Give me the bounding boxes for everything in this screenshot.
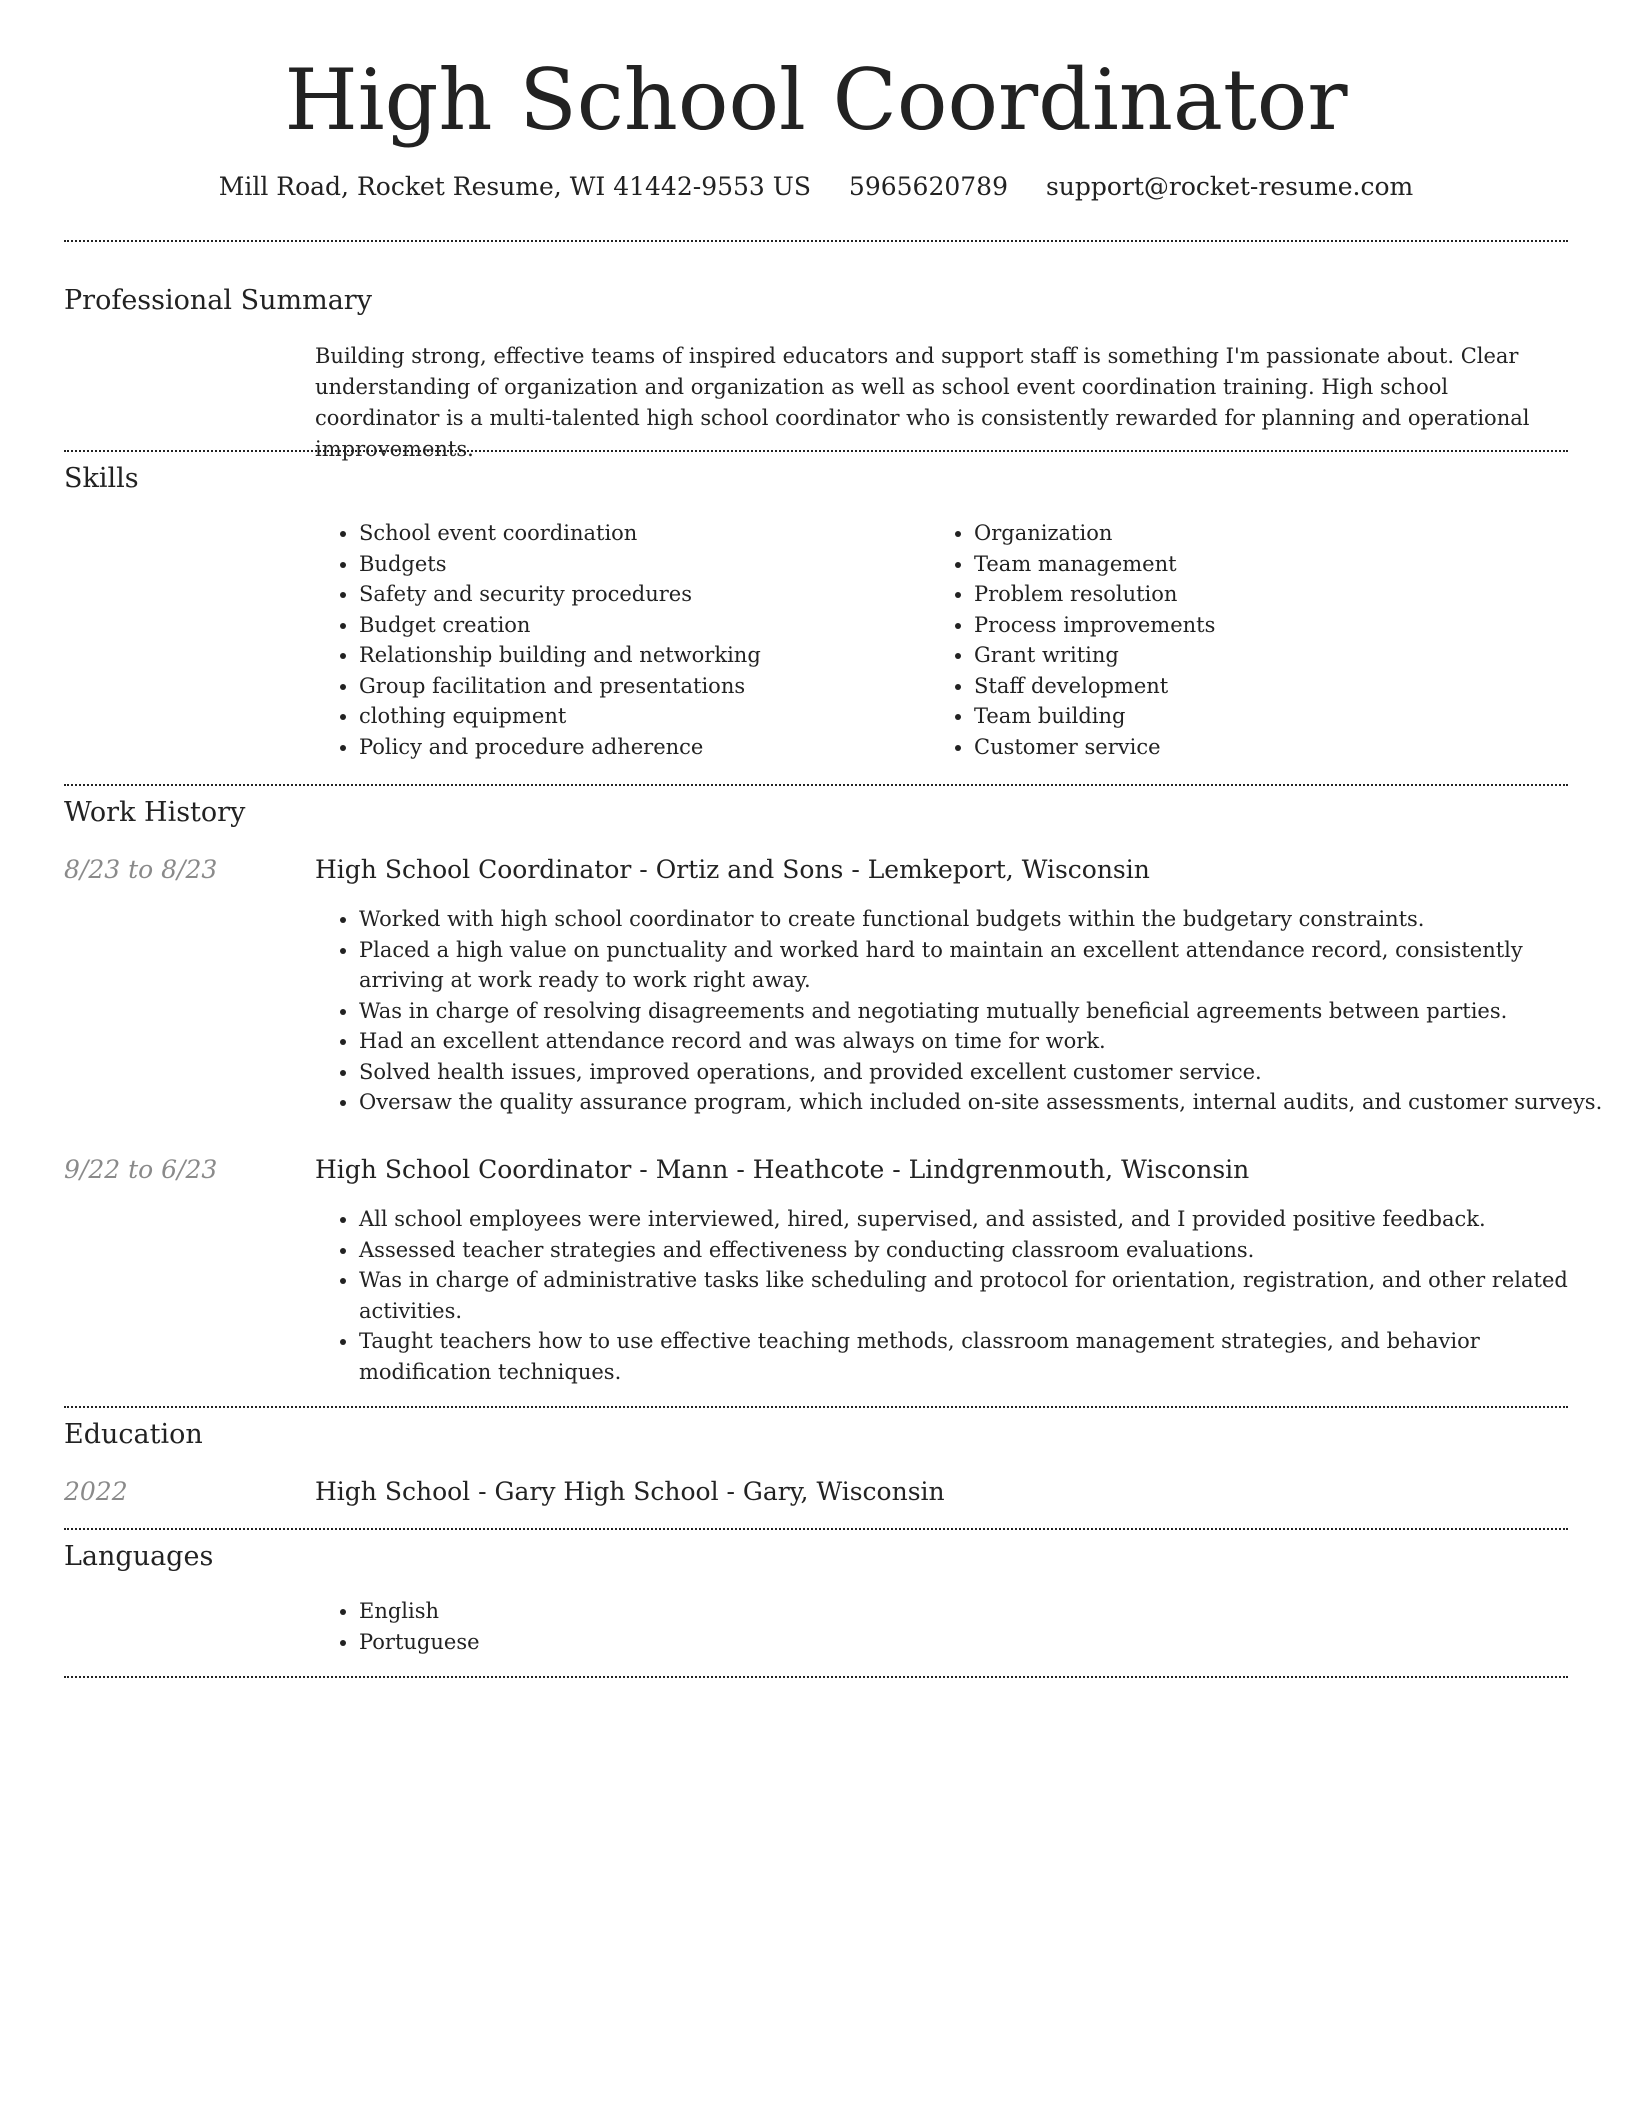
job-bullet: • Taught teachers how to use effective teaching methods, classroom management strategies, and behavior modification techniques.	[359, 1326, 1612, 1387]
section-title-languages: Languages	[64, 1541, 214, 1572]
skill-item: • clothing equipment	[359, 701, 919, 732]
skill-item: • Budget creation	[359, 610, 919, 641]
contact-address: Mill Road, Rocket Resume, WI 41442-9553 US	[218, 172, 811, 201]
summary-text: Building strong, effective teams of inspired educators and support staff is something I'm passionate about. Clear understanding of organization and organization as well as school event coordination training. High school coordinator is a multi-talented high school coordinator who is consistently rewarded for planning and operational improvements.	[315, 344, 1530, 461]
contact-line	[0, 170, 1632, 204]
skill-item: • Grant writing	[974, 640, 1574, 671]
divider	[64, 450, 1568, 452]
divider	[64, 1406, 1568, 1408]
resume-name: High School Coordinator	[284, 51, 1348, 149]
contact-email: support@rocket-resume.com	[1045, 172, 1414, 201]
skills-list-left	[315, 518, 919, 762]
divider	[64, 784, 1568, 786]
job-bullets	[315, 904, 1612, 1118]
skill-item: • Process improvements	[974, 610, 1574, 641]
skill-item: • Organization	[974, 518, 1574, 549]
section-title-summary: Professional Summary	[64, 285, 372, 316]
section-title-work: Work History	[64, 797, 246, 828]
job-bullet: • Was in charge of administrative tasks like scheduling and protocol for orientation, registration, and other related activities.	[359, 1265, 1612, 1326]
divider	[64, 1528, 1568, 1530]
skill-item: • Team management	[974, 549, 1574, 580]
skills-list-right	[930, 518, 1574, 762]
contact-phone: 5965620789	[848, 172, 1008, 201]
section-title-education: Education	[64, 1419, 203, 1450]
skill-item: • Problem resolution	[974, 579, 1574, 610]
job-dates: 8/23 to 8/23	[64, 855, 218, 884]
education-year: 2022	[64, 1477, 128, 1506]
language-item: • Portuguese	[359, 1627, 1612, 1658]
language-item: • English	[359, 1596, 1612, 1627]
job-bullet: • Placed a high value on punctuality and worked hard to maintain an excellent attendance record, consistently arriving at work ready to work right away.	[359, 935, 1612, 996]
skill-item: • Staff development	[974, 671, 1574, 702]
skill-item: • Safety and security procedures	[359, 579, 919, 610]
skill-item: • Customer service	[974, 732, 1574, 763]
job-heading: High School Coordinator - Mann - Heathcote - Lindgrenmouth, Wisconsin	[315, 1155, 1250, 1184]
skill-item: • Policy and procedure adherence	[359, 732, 919, 763]
languages-list	[315, 1596, 1612, 1657]
skill-item: • Group facilitation and presentations	[359, 671, 919, 702]
job-bullet: • Had an excellent attendance record and was always on time for work.	[359, 1026, 1612, 1057]
skill-item: • Relationship building and networking	[359, 640, 919, 671]
job-bullet: • Oversaw the quality assurance program, which included on-site assessments, internal audits, and customer surveys.	[359, 1087, 1612, 1118]
job-heading: High School Coordinator - Ortiz and Sons - Lemkeport, Wisconsin	[315, 855, 1150, 884]
divider	[64, 240, 1568, 242]
skill-item: • Team building	[974, 701, 1574, 732]
job-bullet: • Solved health issues, improved operations, and provided excellent customer service.	[359, 1057, 1612, 1088]
job-bullet: • All school employees were interviewed, hired, supervised, and assisted, and I provided positive feedback.	[359, 1204, 1612, 1235]
education-heading: High School - Gary High School - Gary, Wisconsin	[315, 1477, 945, 1506]
divider	[64, 1676, 1568, 1678]
skill-item: • Budgets	[359, 549, 919, 580]
job-bullet: • Was in charge of resolving disagreements and negotiating mutually beneficial agreements between parties.	[359, 996, 1612, 1027]
job-bullets	[315, 1204, 1612, 1387]
skill-item: • School event coordination	[359, 518, 919, 549]
section-title-skills: Skills	[64, 463, 139, 494]
job-bullet: • Assessed teacher strategies and effectiveness by conducting classroom evaluations.	[359, 1235, 1612, 1266]
job-dates: 9/22 to 6/23	[64, 1155, 218, 1184]
job-bullet: • Worked with high school coordinator to create functional budgets within the budgetary constraints.	[359, 904, 1612, 935]
